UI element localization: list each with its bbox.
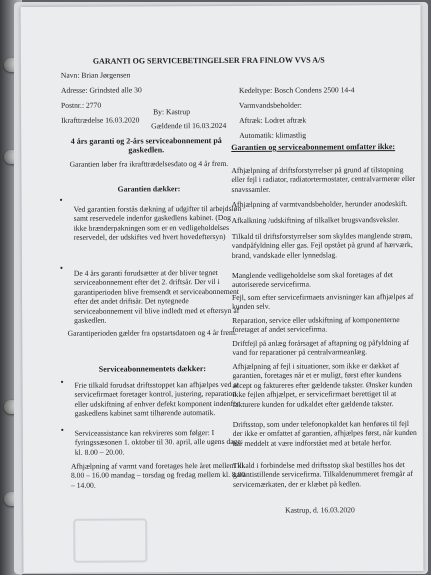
- service-paragraph-2: Serviceassistance kan rekvireres som følger: I fyringssæsonen 1. oktober til 30. april, alle ugens dage: kl. 8.00 – 20.00.: [74, 428, 243, 457]
- left-intro: Garantien løber fra ikrafttrædelsesdato og 4 år frem.: [69, 158, 229, 169]
- document-title: GARANTI OG SERVICEBETINGELSER FRA FINLOW VVS A/S: [92, 55, 325, 66]
- field-kedeltype: Kedeltype: Bosch Condens 2500 14-4: [238, 85, 355, 95]
- exclusion-5: Manglende vedligeholdelse som skal foretages af det autoriserede servicefirma.: [231, 270, 394, 290]
- exclusion-10: Driftsstop, som under telefonopkaldet kan henføres til fejl der ikke er omfattet af garantien, afhjælpes først, når kunden har meddelt at være indforstået med at betale herfor.: [232, 419, 417, 448]
- document-page: [21, 5, 424, 573]
- field-adresse: Adresse: Grindsted alle 30: [60, 85, 142, 95]
- exclusion-9: Afhjælpning af fejl i situationer, som ikke er dækket af garantien, foretages når et er muligt, først efter kundens accept og faktureres efter gældende takster. Ønsker kunden ikke fejlen afhjælpet, er servicefirmaet berettiget til at fakturere kunden for udkaldet efter gældende takster.: [232, 361, 413, 409]
- garanti-paragraph-3: Garantiperioden gælder fra opstartsdatoen og 4 år frem.: [67, 327, 237, 338]
- service-paragraph-3: Afhjælpning af varmt vand foretages hele året mellem kl. 8.00 – 16.00 mandag – torsdag og fredag mellem kl. 8.00 – 14.00.: [70, 460, 246, 490]
- field-by: By: Kastrup: [153, 107, 191, 117]
- field-navn: Navn: Brian Jørgensen: [60, 70, 131, 80]
- bullet-icon: •: [59, 262, 64, 273]
- service-paragraph-1: Frie tilkald forudsat driftsstoppet kan afhjælpes ved at servicefirmaet foretager kontrol, justering, reparation eller udskiftning af enhver defekt komponent indenfor gaskedlens kabinet samt tilhørende automatik.: [74, 379, 240, 418]
- bullet-icon: •: [60, 376, 64, 387]
- field-ikraft: Ikrafttrædelse 16.03.2020: [61, 115, 140, 125]
- exclusion-7: Reparation, service eller udskiftning af komponenterne foretaget af andet servicefirma.: [232, 315, 400, 335]
- field-automatik: Automatik: klimastlig: [239, 130, 307, 140]
- exclusion-11: Tilkald i forbindelse med driftsstop skal bestilles hos det garantistillende servicefirma. Tilkaldenummeret fremgår af servicemærkaten, der er klæbet på kedlen.: [232, 460, 413, 489]
- exclusion-2: Afhjælpning af varmtvandsbeholder, herunder anodeskift.: [231, 199, 408, 209]
- garanti-heading: Garantien dækker:: [117, 184, 181, 194]
- garanti-paragraph-2: De 4 års garanti forudsætter at der bliver tegnet serviceabonnement efter det 2. driftsår. Der vil i garantiperioden blive fremsendt et serviceabonnement efter det andet driftsår. Det nytegnede serviceabonnement vil blive indledt med et eftersyn af gaskedlen.: [73, 268, 240, 325]
- exclusion-6: Fejl, som efter servicefirmaets anvisninger kan afhjælpes af kunden selv.: [232, 291, 414, 312]
- bullet-icon: •: [59, 194, 63, 205]
- exclusion-4: Tilkald til driftsforstyrrelser som skyldes manglende strøm, vandpåfyldning eller gas. Fejl opstået på grund af hærværk, brand, vandskade eller lynnedslag.: [231, 231, 413, 260]
- exclusion-8: Driftfejl på anlæg forårsaget af aftapning og påfyldning af vand for reparationer på centralvarmeanlæg.: [232, 338, 410, 358]
- field-aftraek: Aftræk: Lodret aftræk: [239, 115, 307, 125]
- garanti-paragraph-1: Ved garantien forstås dækning af udgifter til arbejdsløn samt reservedele indenfor gaskedlens kabinet. (Dog ikke brænderpakningen som er en vedligeholdelses reservedel, der udskiftes ved hvert hovedeftersyn): [73, 203, 242, 242]
- bullet-icon: •: [60, 424, 64, 435]
- field-gaelder: Gældende til 16.03.2024: [151, 120, 227, 131]
- exclusion-1: Afhjælpning af driftsforstyrrelser på grund af tilstopning eller fejl i radiator, radiatortermostater, centralvarmerør eller snavssamler.: [231, 165, 416, 194]
- exclusion-3: Afkalkning /udskiftning af tilkalket brugsvandsveksler.: [231, 215, 400, 225]
- right-heading: Garantien og serviceabonnement omfatter ikke:: [231, 142, 396, 152]
- service-heading: Serviceabonnementets dækker:: [98, 364, 207, 374]
- left-heading: 4 års garanti og 2-års serviceabonnement på gaskedlen.: [70, 135, 222, 155]
- signature-line: Kastrup, d. 16.03.2020: [285, 505, 355, 515]
- field-postnr: Postnr.: 2770: [61, 100, 102, 110]
- faint-stamp-mark: [73, 518, 147, 562]
- field-varmvand: Varmvandsbeholder:: [239, 100, 302, 110]
